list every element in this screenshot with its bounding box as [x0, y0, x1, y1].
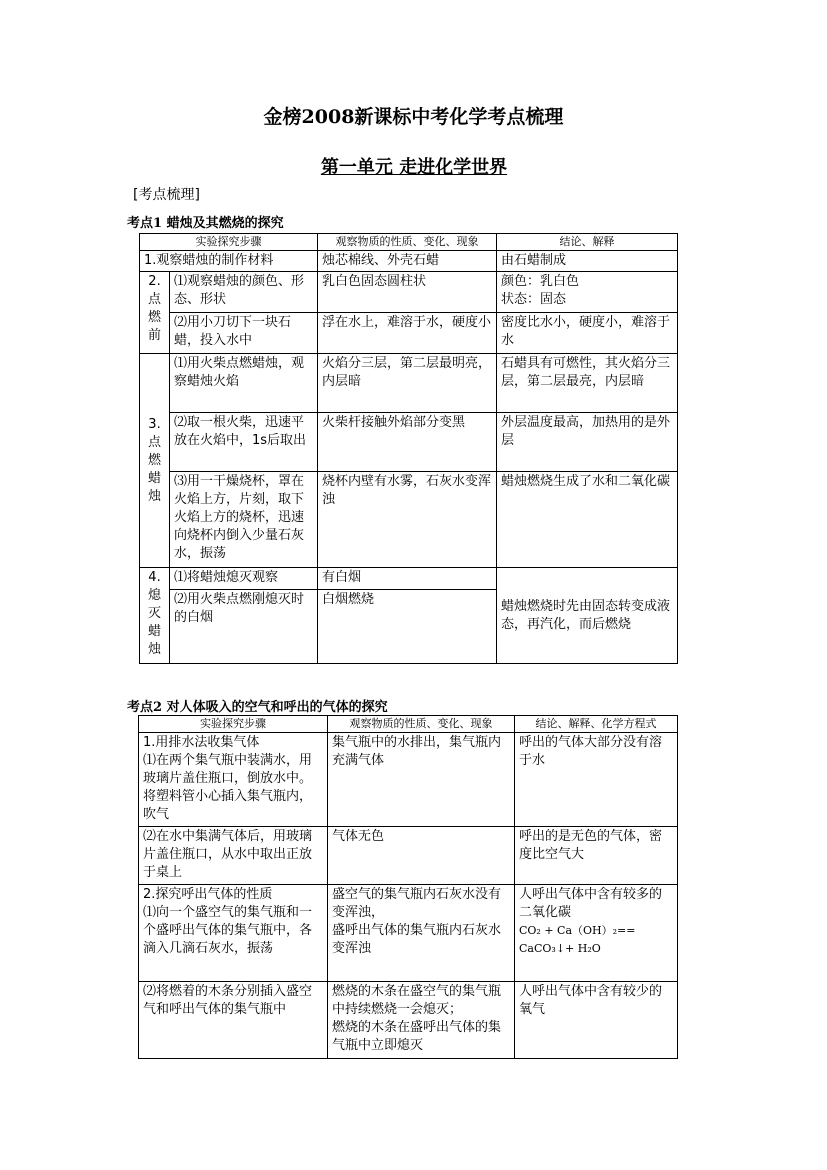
step-detail: ⑴在两个集气瓶中装满水，用玻璃片盖住瓶口，倒放水中。将塑料管小心插入集气瓶内，吹气 — [143, 753, 313, 822]
observation-cell: 烧杯内壁有水雾，石灰水变浑浊 — [318, 472, 497, 568]
topic1-heading: 考点1 蜡烛及其燃烧的探究 — [127, 216, 284, 231]
header-conclusions: 结论、解释 — [497, 234, 678, 251]
observation-cell: 气体无色 — [328, 827, 515, 885]
step-cell: ⑴观察蜡烛的颜色、形态、形状 — [170, 272, 318, 313]
step-cell: ⑴用火柴点燃蜡烛，观察蜡烛火焰 — [170, 354, 318, 413]
conclusion-cell: 呼出的是无色的气体，密度比空气大 — [515, 827, 678, 885]
table-row — [140, 413, 678, 472]
table-row — [139, 885, 678, 982]
document-title: 金榜2008新课标中考化学考点梳理 — [263, 106, 564, 128]
step-cell: 1.观察蜡烛的制作材料 — [140, 251, 318, 272]
step-detail: ⑴向一个盛空气的集气瓶和一个盛呼出气体的集气瓶中，各滴入几滴石灰水，振荡 — [143, 905, 313, 956]
observation-cell: 火焰分三层，第二层最明亮，内层暗 — [318, 354, 497, 413]
header-observations: 观察物质的性质、变化、现象 — [328, 716, 515, 733]
observation-cell: 乳白色固态圆柱状 — [318, 272, 497, 313]
observation-line: 燃烧的木条在盛呼出气体的集气瓶中立即熄灭 — [332, 1020, 502, 1053]
step-cell: ⑵取一根火柴，迅速平放在火焰中，1s后取出 — [170, 413, 318, 472]
observation-cell: 浮在水上，难溶于水，硬度小 — [318, 313, 497, 354]
conclusion-cell: 由石蜡制成 — [497, 251, 678, 272]
conclusion-cell: 人呼出气体中含有较少的氧气 — [515, 982, 678, 1059]
observation-line: 燃烧的木条在盛空气的集气瓶中持续燃烧一会熄灭； — [332, 984, 502, 1017]
unit-title: 第一单元 走进化学世界 — [320, 157, 508, 178]
conclusion-line: 颜色：乳白色 — [501, 274, 580, 289]
step-cell: ⑵用火柴点燃刚熄灭时的白烟 — [170, 590, 318, 664]
table-row — [140, 472, 678, 568]
table-row — [140, 568, 678, 590]
observation-cell: 白烟燃烧 — [318, 590, 497, 664]
conclusion-line: 状态：固态 — [501, 292, 567, 307]
step-cell: ⑵在水中集满气体后，用玻璃片盖住瓶口，从水中取出正放于桌上 — [139, 827, 328, 885]
section-label: [考点梳理] — [133, 187, 200, 203]
header-observations: 观察物质的性质、变化、现象 — [318, 234, 497, 251]
table-row — [139, 827, 678, 885]
topic2-table — [138, 715, 678, 1059]
conclusion-cell: 外层温度最高，加热用的是外层 — [497, 413, 678, 472]
conclusion-cell: 密度比水小，硬度小，难溶于水 — [497, 313, 678, 354]
table-row — [140, 272, 678, 313]
step-cell: ⑵用小刀切下一块石蜡，投入水中 — [170, 313, 318, 354]
step-title: 2.探究呼出气体的性质 — [143, 887, 273, 902]
observation-cell — [328, 982, 515, 1059]
step-cell: ⑶用一干燥烧杯，罩在火焰上方，片刻，取下火焰上方的烧杯，迅速向烧杯内倒入少量石灰水，振荡 — [170, 472, 318, 568]
conclusion-cell: 蜡烛燃烧生成了水和二氧化碳 — [497, 472, 678, 568]
table-header-row — [139, 716, 678, 733]
topic2-heading: 考点2 对人体吸入的空气和呼出的气体的探究 — [127, 700, 388, 715]
group-label-before-lighting: 2.点燃前 — [140, 272, 170, 354]
conclusion-cell — [497, 272, 678, 313]
observation-line: 盛呼出气体的集气瓶内石灰水变浑浊 — [332, 923, 502, 956]
conclusion-text: 人呼出气体中含有较多的二氧化碳 — [519, 887, 663, 920]
table-row — [140, 251, 678, 272]
observation-cell — [328, 885, 515, 982]
conclusion-cell: 石蜡具有可燃性，其火焰分三层，第二层最亮，内层暗 — [497, 354, 678, 413]
table-header-row — [140, 234, 678, 251]
group-label-extinguish: 4.熄灭蜡烛 — [140, 568, 170, 664]
table-row — [139, 733, 678, 827]
step-title: 1.用排水法收集气体 — [143, 735, 260, 750]
conclusion-cell — [515, 885, 678, 982]
step-cell — [139, 733, 328, 827]
step-cell — [139, 885, 328, 982]
header-steps: 实验探究步骤 — [139, 716, 328, 733]
observation-cell: 烛芯棉线、外壳石蜡 — [318, 251, 497, 272]
observation-cell: 火柴杆接触外焰部分变黑 — [318, 413, 497, 472]
header-steps: 实验探究步骤 — [140, 234, 318, 251]
conclusion-cell: 蜡烛燃烧时先由固态转变成液态，再汽化，而后燃烧 — [497, 568, 678, 664]
step-cell: ⑵将燃着的木条分别插入盛空气和呼出气体的集气瓶中 — [139, 982, 328, 1059]
header-conclusions: 结论、解释、化学方程式 — [515, 716, 678, 733]
table-row — [140, 313, 678, 354]
chemical-equation-line: CaCO₃↓+ H₂O — [519, 942, 601, 955]
observation-cell: 有白烟 — [318, 568, 497, 590]
step-cell: ⑴将蜡烛熄灭观察 — [170, 568, 318, 590]
table-row — [139, 982, 678, 1059]
observation-cell: 集气瓶中的水排出，集气瓶内充满气体 — [328, 733, 515, 827]
topic1-table — [139, 233, 678, 664]
group-label-lighting: 3.点燃蜡烛 — [140, 354, 170, 568]
chemical-equation-line: CO₂ + Ca（OH）₂== — [519, 924, 636, 937]
observation-line: 盛空气的集气瓶内石灰水没有变浑浊， — [332, 887, 502, 920]
conclusion-cell: 呼出的气体大部分没有溶于水 — [515, 733, 678, 827]
table-row — [140, 354, 678, 413]
